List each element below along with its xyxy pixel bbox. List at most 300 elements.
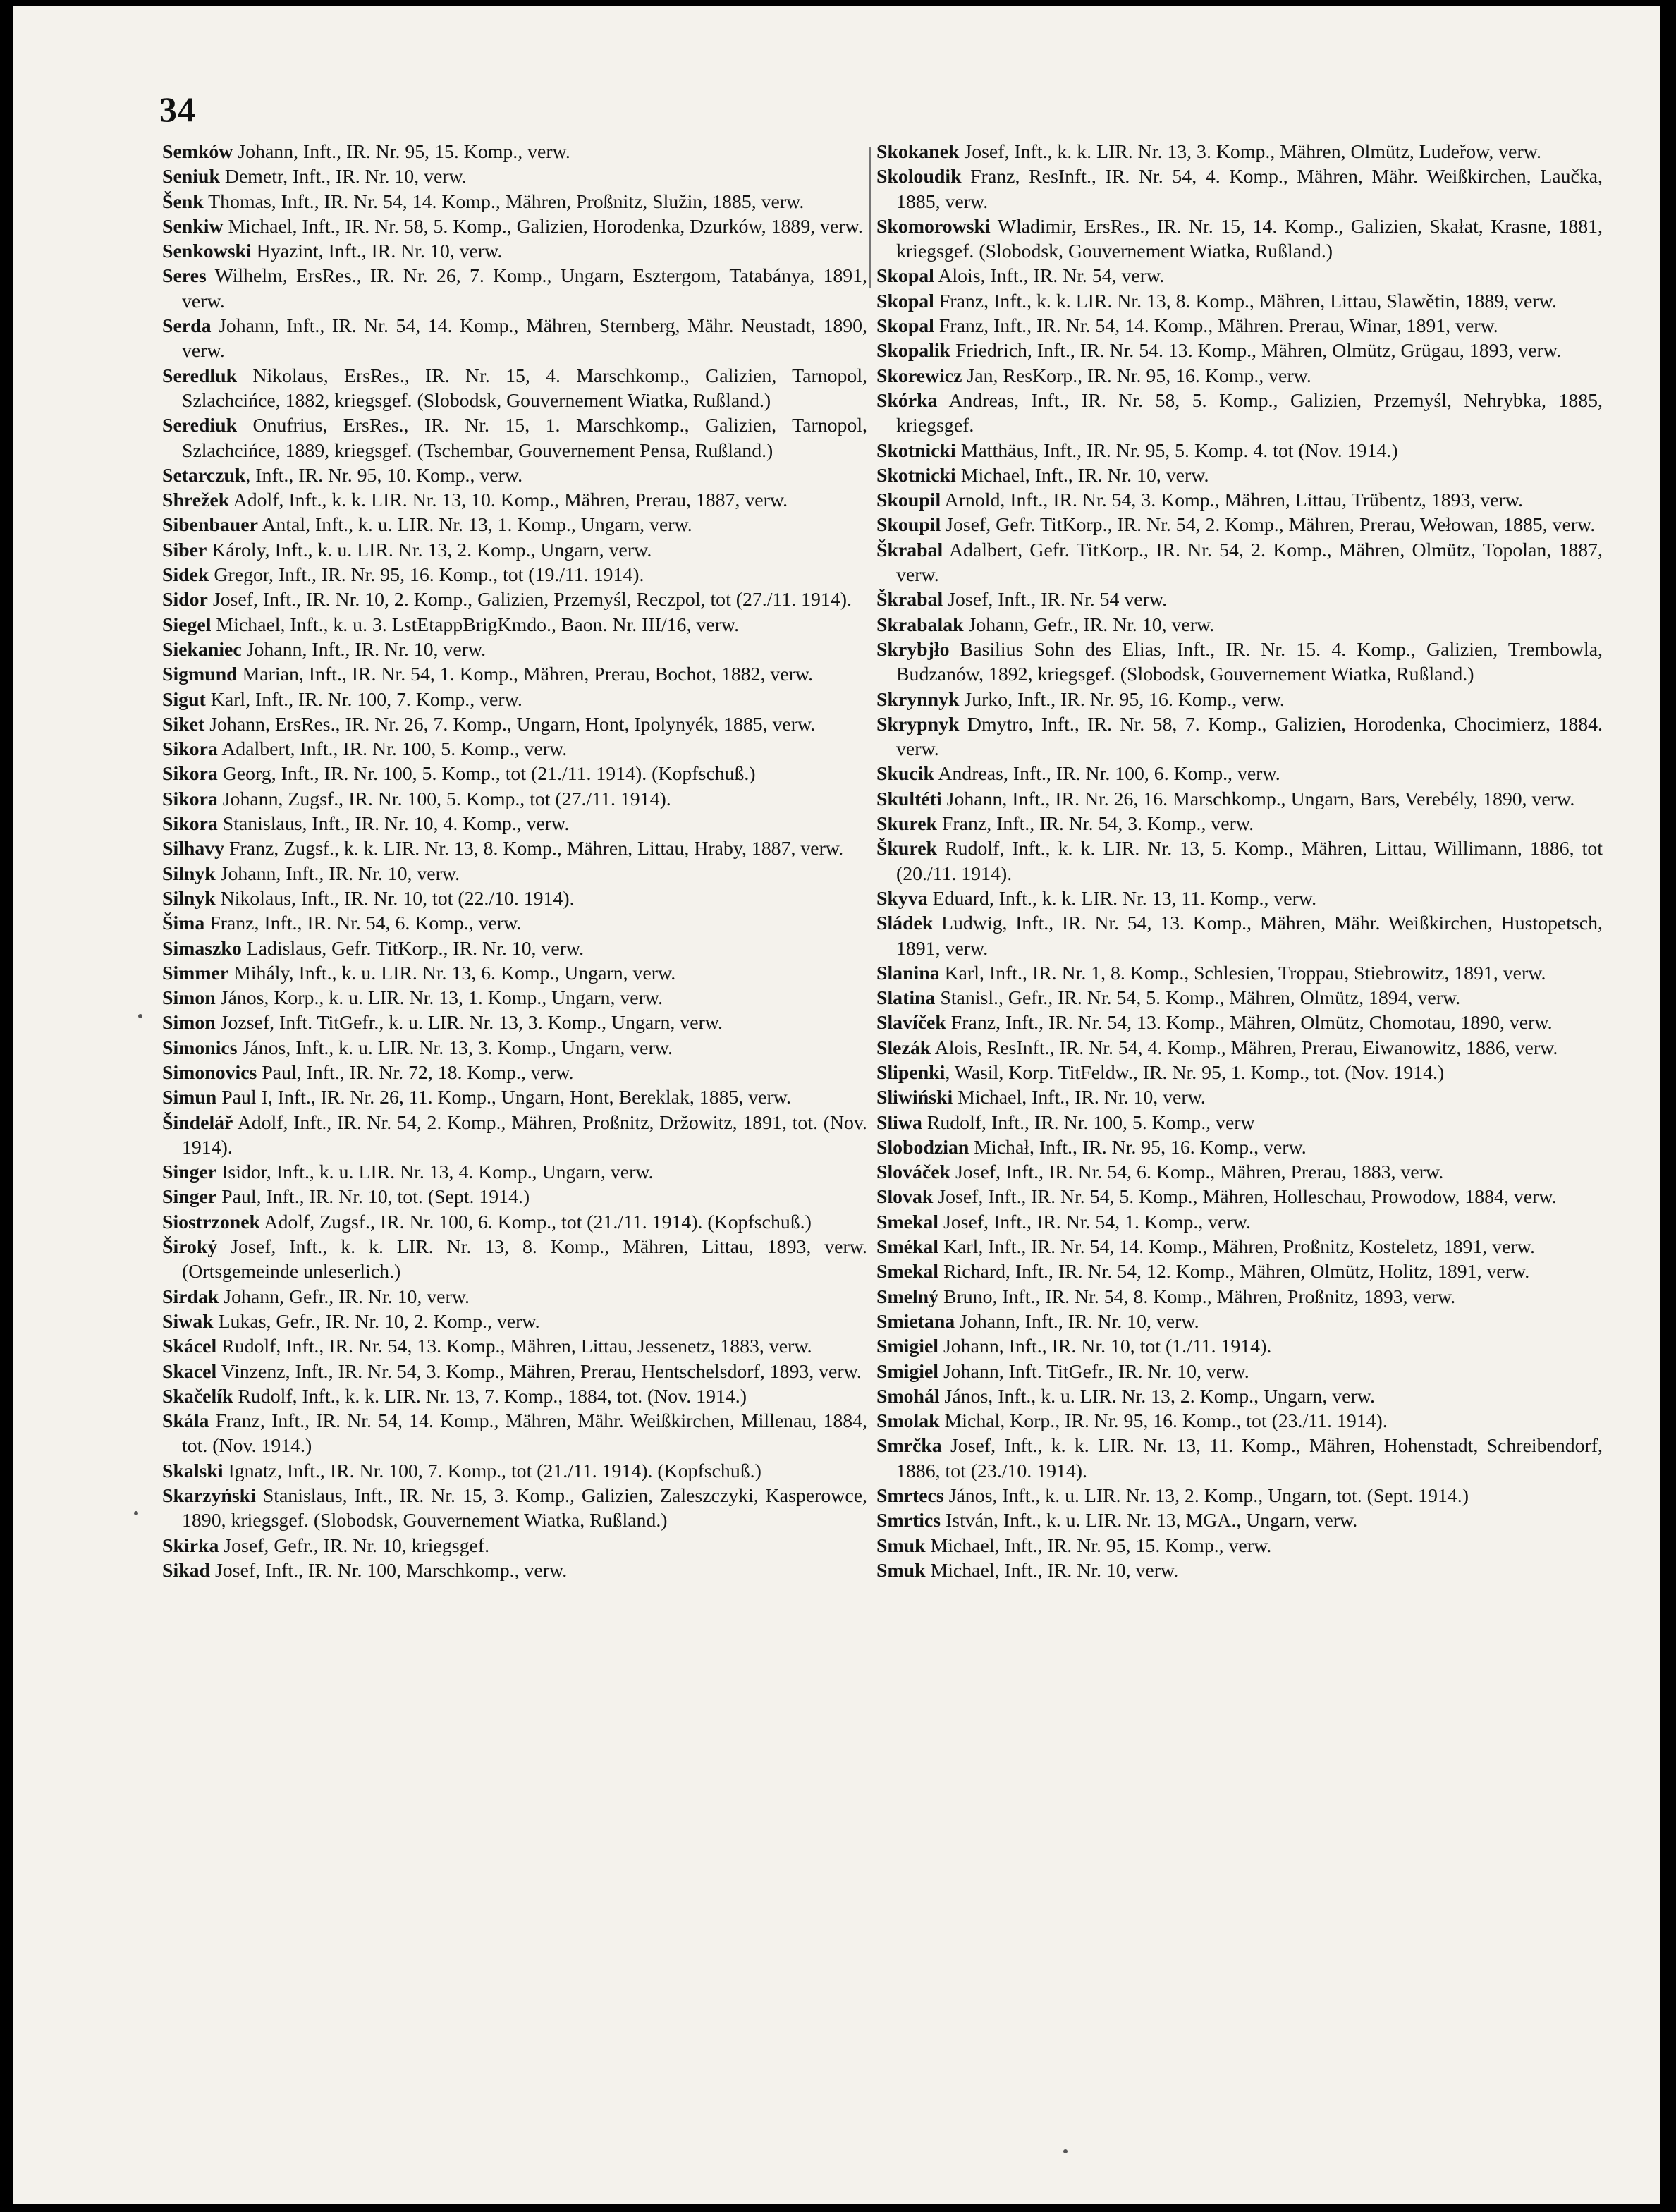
- entry-details: Josef, Inft., IR. Nr. 54 verw.: [943, 589, 1168, 611]
- entry-details: Andreas, Inft., IR. Nr. 100, 6. Komp., verw.: [934, 763, 1280, 786]
- entry-details: Wladimir, ErsRes., IR. Nr. 15, 14. Komp., Galizien, Skałat, Krasne, 1881, kriegsgef. (Slobodsk, Gouvernement Wiatka, Rußland.): [896, 215, 1603, 263]
- register-entry: [876, 712, 1603, 762]
- entry-surname: Silnyk: [162, 862, 216, 885]
- register-entry: [162, 214, 867, 239]
- register-entry: [162, 314, 867, 364]
- register-entry: [162, 488, 867, 513]
- register-entry: [876, 587, 1603, 612]
- register-entry: [876, 1434, 1603, 1484]
- page-number: 34: [159, 90, 196, 129]
- register-entry: [162, 787, 867, 812]
- register-entry: [162, 812, 867, 836]
- register-entry: [162, 1459, 867, 1484]
- entry-details: János, Korp., k. u. LIR. Nr. 13, 1. Komp., Ungarn, verw.: [215, 987, 663, 1010]
- entry-surname: Skopal: [876, 315, 934, 338]
- entry-surname: Skála: [162, 1410, 209, 1433]
- register-entry: [876, 1558, 1603, 1583]
- entry-surname: Sirdak: [162, 1285, 219, 1308]
- entry-details: Johann, Zugsf., IR. Nr. 100, 5. Komp., tot (27./11. 1914).: [217, 788, 671, 810]
- entry-details: Adalbert, Gefr. TitKorp., IR. Nr. 54, 2. Komp., Mähren, Olmütz, Topolan, 1887, verw.: [896, 539, 1603, 587]
- entry-details: Bruno, Inft., IR. Nr. 54, 8. Komp., Mähren, Proßnitz, 1893, verw.: [938, 1285, 1456, 1308]
- register-entry: [876, 1210, 1603, 1235]
- entry-surname: Siostrzonek: [162, 1211, 260, 1233]
- register-entry: [876, 264, 1603, 288]
- entry-surname: Silhavy: [162, 838, 225, 860]
- register-entry: [162, 1384, 867, 1409]
- entry-details: Johann, ErsRes., IR. Nr. 26, 7. Komp., Ungarn, Hont, Ipolynyék, 1885, verw.: [204, 713, 816, 735]
- entry-surname: Skrabalak: [876, 613, 964, 636]
- entry-surname: Smuk: [876, 1534, 926, 1557]
- entry-surname: Skoupil: [876, 514, 941, 537]
- entry-details: Johann, Inft., IR. Nr. 10, tot (1./11. 1914).: [938, 1336, 1272, 1358]
- register-entry: [876, 1160, 1603, 1185]
- register-entry: [162, 413, 867, 463]
- entry-details: Josef, Inft., IR. Nr. 10, 2. Komp., Galizien, Przemyśl, Reczpol, tot (27./11. 1914).: [207, 589, 852, 611]
- entry-surname: Senkowski: [162, 240, 252, 263]
- entry-surname: Smuk: [876, 1559, 926, 1582]
- entry-surname: Sliwiński: [876, 1087, 953, 1109]
- entry-surname: Smrtics: [876, 1510, 941, 1532]
- entry-surname: Široký: [162, 1236, 218, 1259]
- entry-surname: Sikad: [162, 1559, 210, 1582]
- register-entry: [162, 1185, 867, 1209]
- entry-details: Franz, Inft., k. k. LIR. Nr. 13, 8. Komp., Mähren, Littau, Slawětin, 1889, verw.: [934, 290, 1557, 312]
- entry-details: Lukas, Gefr., IR. Nr. 10, 2. Komp., verw.: [213, 1310, 540, 1333]
- register-entry: [876, 911, 1603, 961]
- entry-surname: Škrabal: [876, 539, 943, 561]
- entry-details: Karl, Inft., IR. Nr. 1, 8. Komp., Schlesien, Troppau, Stiebrowitz, 1891, verw.: [939, 962, 1546, 984]
- register-entry: [876, 1111, 1603, 1135]
- register-entry: [876, 637, 1603, 688]
- print-speck: [134, 1511, 138, 1515]
- register-entry: [162, 1484, 867, 1534]
- register-entry: [162, 886, 867, 911]
- register-entry: [876, 1061, 1603, 1085]
- entry-details: Paul, Inft., IR. Nr. 10, tot. (Sept. 1914.): [216, 1186, 530, 1209]
- entry-surname: Sikora: [162, 788, 218, 810]
- entry-surname: Simonics: [162, 1037, 238, 1059]
- register-entry: [162, 1010, 867, 1035]
- entry-details: Gregor, Inft., IR. Nr. 95, 16. Komp., tot (19./11. 1914).: [209, 564, 644, 587]
- register-entry: [162, 1061, 867, 1085]
- entry-surname: Simon: [162, 1012, 216, 1034]
- register-entry: [162, 1210, 867, 1235]
- entry-details: , Wasil, Korp. TitFeldw., IR. Nr. 95, 1. Komp., tot. (Nov. 1914.): [945, 1061, 1445, 1084]
- entry-details: Johann, Gefr., IR. Nr. 10, verw.: [219, 1285, 470, 1308]
- entry-surname: Skopal: [876, 265, 934, 288]
- entry-details: Rudolf, Inft., IR. Nr. 54, 13. Komp., Mähren, Littau, Jessenetz, 1883, verw.: [216, 1336, 812, 1358]
- register-entry: [162, 1309, 867, 1334]
- entry-surname: Skrynnyk: [876, 688, 960, 711]
- entry-details: Rudolf, Inft., k. k. LIR. Nr. 13, 7. Komp., 1884, tot. (Nov. 1914.): [233, 1385, 747, 1407]
- print-speck: [1063, 2149, 1068, 2153]
- entry-surname: Sládek: [876, 912, 934, 935]
- register-entry: [162, 587, 867, 612]
- entry-details: Alois, ResInft., IR. Nr. 54, 4. Komp., Mähren, Prerau, Eiwanowitz, 1886, verw.: [931, 1037, 1558, 1059]
- entry-details: Ignatz, Inft., IR. Nr. 100, 7. Komp., tot (21./11. 1914). (Kopfschuß.): [223, 1460, 761, 1482]
- entry-surname: Skopal: [876, 290, 934, 312]
- entry-details: Franz, Inft., IR. Nr. 54, 6. Komp., verw.: [204, 912, 522, 935]
- register-entry: [876, 986, 1603, 1010]
- entry-surname: Smrtecs: [876, 1485, 944, 1508]
- entry-surname: Simaszko: [162, 937, 242, 960]
- register-entry: [162, 637, 867, 662]
- entry-details: János, Inft., k. u. LIR. Nr. 13, 2. Komp., Ungarn, verw.: [939, 1385, 1375, 1407]
- entry-details: Stanislaus, Inft., IR. Nr. 10, 4. Komp., verw.: [217, 813, 570, 836]
- register-entry: [162, 563, 867, 587]
- entry-details: Franz, Inft., IR. Nr. 54, 14. Komp., Mähren, Mähr. Weißkirchen, Millenau, 1884, tot. (Nov. 1914.): [182, 1410, 867, 1458]
- entry-surname: Siekaniec: [162, 638, 242, 661]
- register-entry: [876, 463, 1603, 488]
- register-entry: [876, 1409, 1603, 1434]
- entry-details: Thomas, Inft., IR. Nr. 54, 14. Komp., Mähren, Proßnitz, Služin, 1885, verw.: [203, 190, 805, 213]
- register-entry: [162, 140, 867, 164]
- register-entry: [162, 613, 867, 637]
- entry-surname: Škurek: [876, 838, 938, 860]
- entry-surname: Smekal: [876, 1261, 939, 1283]
- entry-surname: Serda: [162, 315, 212, 338]
- register-entry: [876, 762, 1603, 786]
- entry-details: Dmytro, Inft., IR. Nr. 58, 7. Komp., Galizien, Horodenka, Chocimierz, 1884. verw.: [896, 713, 1603, 761]
- entry-surname: Skopalik: [876, 340, 951, 362]
- entry-surname: Siwak: [162, 1310, 214, 1333]
- entry-details: Eduard, Inft., k. k. LIR. Nr. 13, 11. Komp., verw.: [927, 887, 1317, 910]
- register-entry: [876, 886, 1603, 911]
- entry-surname: Seredluk: [162, 365, 238, 387]
- entry-surname: Simonovics: [162, 1061, 257, 1084]
- register-entry: [162, 1160, 867, 1185]
- entry-details: Michal, Korp., IR. Nr. 95, 16. Komp., tot (23./11. 1914).: [939, 1410, 1388, 1433]
- register-entry: [162, 538, 867, 563]
- entry-details: Jurko, Inft., IR. Nr. 95, 16. Komp., verw.: [959, 688, 1285, 711]
- entry-details: Josef, Inft., IR. Nr. 54, 6. Komp., Mähren, Prerau, 1883, verw.: [950, 1161, 1444, 1184]
- entry-surname: Šima: [162, 912, 205, 935]
- entry-details: Franz, ResInft., IR. Nr. 54, 4. Komp., Mähren, Mähr. Weißkirchen, Laučka, 1885, verw.: [896, 166, 1603, 213]
- entry-details: Johann, Inft., IR. Nr. 54, 14. Komp., Mähren, Sternberg, Mähr. Neustadt, 1890, verw.: [182, 315, 867, 362]
- register-entry: [162, 1235, 867, 1285]
- register-entry: [876, 338, 1603, 363]
- entry-details: Franz, Zugsf., k. k. LIR. Nr. 13, 8. Komp., Mähren, Littau, Hraby, 1887, verw.: [224, 838, 844, 860]
- entry-details: Károly, Inft., k. u. LIR. Nr. 13, 2. Komp., Ungarn, verw.: [207, 539, 652, 561]
- left-column: [162, 140, 867, 1583]
- register-entry: [162, 1359, 867, 1384]
- entry-surname: Simmer: [162, 962, 229, 984]
- entry-details: Adolf, Inft., k. k. LIR. Nr. 13, 10. Komp., Mähren, Prerau, 1887, verw.: [229, 489, 788, 512]
- entry-surname: Slanina: [876, 962, 940, 984]
- entry-surname: Skyva: [876, 887, 928, 910]
- register-entry: [162, 762, 867, 786]
- entry-details: Jan, ResKorp., IR. Nr. 95, 16. Komp., verw.: [962, 365, 1311, 387]
- entry-surname: Skotnicki: [876, 464, 956, 487]
- entry-details: Johann, Inft. TitGefr., IR. Nr. 10, verw.: [938, 1360, 1249, 1383]
- entry-surname: Sibenbauer: [162, 514, 258, 537]
- entry-surname: Skucik: [876, 763, 934, 786]
- entry-details: Mihály, Inft., k. u. LIR. Nr. 13, 6. Komp., Ungarn, verw.: [228, 962, 676, 984]
- entry-details: Vinzenz, Inft., IR. Nr. 54, 3. Komp., Mähren, Prerau, Hentschelsdorf, 1893, verw.: [216, 1360, 862, 1383]
- register-entry: [162, 737, 867, 762]
- register-entry: [876, 364, 1603, 389]
- entry-details: Franz, Inft., IR. Nr. 54, 14. Komp., Mähren. Prerau, Winar, 1891, verw.: [934, 315, 1498, 338]
- entry-details: Johann, Inft., IR. Nr. 10, verw.: [955, 1310, 1199, 1333]
- register-entry: [876, 314, 1603, 338]
- entry-details: Josef, Inft., IR. Nr. 54, 1. Komp., verw.: [938, 1211, 1251, 1233]
- register-entry: [876, 836, 1603, 886]
- entry-details: Ludwig, Inft., IR. Nr. 54, 13. Komp., Mähren, Mähr. Weißkirchen, Hustopetsch, 1891, verw.: [896, 912, 1603, 960]
- entry-surname: Siket: [162, 713, 205, 735]
- entry-details: Ladislaus, Gefr. TitKorp., IR. Nr. 10, verw.: [241, 937, 585, 960]
- entry-details: Michael, Inft., IR. Nr. 10, verw.: [953, 1087, 1206, 1109]
- register-entry: [876, 1085, 1603, 1110]
- entry-details: Josef, Gefr., IR. Nr. 10, kriegsgef.: [219, 1534, 490, 1557]
- register-entry: [876, 613, 1603, 637]
- entry-surname: Singer: [162, 1161, 217, 1184]
- entry-surname: Sidor: [162, 589, 208, 611]
- entry-details: János, Inft., k. u. LIR. Nr. 13, 3. Komp., Ungarn, verw.: [237, 1037, 673, 1059]
- entry-details: Josef, Gefr. TitKorp., IR. Nr. 54, 2. Komp., Mähren, Prerau, Wełowan, 1885, verw.: [941, 514, 1596, 537]
- entry-details: Wilhelm, ErsRes., IR. Nr. 26, 7. Komp., Ungarn, Esztergom, Tatabánya, 1891, verw.: [182, 265, 867, 312]
- entry-surname: Skrybjło: [876, 638, 950, 661]
- entry-surname: Slipenki: [876, 1061, 946, 1084]
- entry-surname: Skultéti: [876, 788, 942, 810]
- entry-details: Josef, Inft., IR. Nr. 100, Marschkomp., verw.: [210, 1559, 568, 1582]
- register-entry: [876, 1259, 1603, 1284]
- entry-surname: Slatina: [876, 987, 936, 1010]
- entry-surname: Slavíček: [876, 1012, 946, 1034]
- entry-details: Antal, Inft., k. u. LIR. Nr. 13, 1. Komp., Ungarn, verw.: [257, 514, 692, 537]
- register-entry: [876, 961, 1603, 986]
- register-entry: [162, 986, 867, 1010]
- entry-surname: Skirka: [162, 1534, 219, 1557]
- register-entry: [162, 1285, 867, 1309]
- entry-details: Alois, Inft., IR. Nr. 54, verw.: [934, 265, 1165, 288]
- entry-details: Nikolaus, ErsRes., IR. Nr. 15, 4. Marschkomp., Galizien, Tarnopol, Szlachcińce, 1882, kriegsgef. (Slobodsk, Gouvernement Wiatka, Rußland.): [182, 365, 867, 412]
- entry-details: Johann, Inft., IR. Nr. 95, 15. Komp., verw.: [233, 141, 570, 163]
- entry-surname: Skokanek: [876, 141, 960, 163]
- register-entry: [876, 812, 1603, 836]
- entry-surname: Seres: [162, 265, 207, 288]
- entry-surname: Škrabal: [876, 589, 943, 611]
- entry-details: Josef, Inft., k. k. LIR. Nr. 13, 11. Komp., Mähren, Hohenstadt, Schreibendorf, 1886, tot (23./10. 1914).: [896, 1435, 1603, 1482]
- entry-details: Stanislaus, Inft., IR. Nr. 15, 3. Komp., Galizien, Zaleszczyki, Kasperowce, 1890, kriegsgef. (Slobodsk, Gouvernement Wiatka, Rußland.): [182, 1485, 867, 1532]
- register-entry: [162, 712, 867, 737]
- entry-details: Johann, Inft., IR. Nr. 26, 16. Marschkomp., Ungarn, Bars, Verebély, 1890, verw.: [941, 788, 1575, 810]
- register-entry: [162, 911, 867, 936]
- register-entry: [162, 1409, 867, 1459]
- register-entry: [162, 1036, 867, 1061]
- entry-details: Michael, Inft., IR. Nr. 58, 5. Komp., Galizien, Horodenka, Dzurków, 1889, verw.: [223, 215, 863, 238]
- entry-surname: Shrežek: [162, 489, 230, 512]
- entry-surname: Smolak: [876, 1410, 940, 1433]
- register-entry: [162, 862, 867, 886]
- entry-details: István, Inft., k. u. LIR. Nr. 13, MGA., Ungarn, verw.: [941, 1510, 1358, 1532]
- entry-details: Michael, Inft., k. u. 3. LstEtappBrigKmdo., Baon. Nr. III/16, verw.: [211, 613, 740, 636]
- entry-surname: Skalski: [162, 1460, 224, 1482]
- entry-surname: Smohál: [876, 1385, 940, 1407]
- entry-surname: Šindelář: [162, 1111, 233, 1134]
- entry-details: Johann, Gefr., IR. Nr. 10, verw.: [963, 613, 1215, 636]
- register-entry: [162, 264, 867, 314]
- entry-surname: Serediuk: [162, 415, 238, 437]
- entry-details: Michał, Inft., IR. Nr. 95, 16. Komp., verw.: [969, 1136, 1307, 1159]
- register-entry: [876, 1484, 1603, 1508]
- entry-surname: Smelný: [876, 1285, 939, 1308]
- entry-surname: Silnyk: [162, 887, 216, 910]
- register-entry: [162, 190, 867, 214]
- entry-surname: Sikora: [162, 763, 218, 786]
- entry-surname: Smekal: [876, 1211, 939, 1233]
- entry-details: Michael, Inft., IR. Nr. 10, verw.: [925, 1559, 1179, 1582]
- entry-details: Andreas, Inft., IR. Nr. 58, 5. Komp., Galizien, Przemyśl, Nehrybka, 1885, kriegsgef.: [896, 389, 1603, 437]
- register-entry: [162, 1111, 867, 1161]
- entry-details: Friedrich, Inft., IR. Nr. 54. 13. Komp., Mähren, Olmütz, Grügau, 1893, verw.: [950, 340, 1562, 362]
- entry-details: Adalbert, Inft., IR. Nr. 100, 5. Komp., verw.: [217, 738, 568, 761]
- entry-surname: Skácel: [162, 1336, 217, 1358]
- entry-details: Adolf, Zugsf., IR. Nr. 100, 6. Komp., tot (21./11. 1914). (Kopfschuß.): [260, 1211, 812, 1233]
- entry-details: Josef, Inft., k. k. LIR. Nr. 13, 8. Komp., Mähren, Littau, 1893, verw. (Ortsgemeinde unleserlich.): [182, 1236, 867, 1283]
- entry-surname: Sigmund: [162, 664, 238, 686]
- entry-surname: Slobodzian: [876, 1136, 969, 1159]
- register-entry: [162, 1534, 867, 1558]
- register-entry: [162, 1085, 867, 1110]
- entry-surname: Skrypnyk: [876, 713, 960, 735]
- print-speck: [138, 1014, 142, 1018]
- register-entry: [876, 1309, 1603, 1334]
- register-entry: [876, 538, 1603, 588]
- entry-details: János, Inft., k. u. LIR. Nr. 13, 2. Komp., Ungarn, tot. (Sept. 1914.): [943, 1485, 1469, 1508]
- entry-surname: Skoupil: [876, 489, 941, 512]
- entry-surname: Sigut: [162, 688, 206, 711]
- entry-details: Rudolf, Inft., k. k. LIR. Nr. 13, 5. Komp., Mähren, Littau, Willimann, 1886, tot (20./11. 1914).: [896, 838, 1603, 885]
- entry-surname: Smrčka: [876, 1435, 942, 1458]
- entry-details: Rudolf, Inft., IR. Nr. 100, 5. Komp., verw: [922, 1111, 1255, 1134]
- entry-surname: Skomorowski: [876, 215, 991, 238]
- register-entry: [162, 688, 867, 712]
- entry-details: Jozsef, Inft. TitGefr., k. u. LIR. Nr. 13, 3. Komp., Ungarn, verw.: [215, 1012, 723, 1034]
- register-entry: [876, 214, 1603, 264]
- entry-surname: Slezák: [876, 1037, 931, 1059]
- entry-details: Paul, Inft., IR. Nr. 72, 18. Komp., verw.: [257, 1061, 574, 1084]
- entry-surname: Slováček: [876, 1161, 951, 1184]
- entry-details: Basilius Sohn des Elias, Inft., IR. Nr. 15. 4. Komp., Galizien, Trembowla, Budzanów, 1892, kriegsgef. (Slobodsk, Gouvernement Wiatka, Rußland.): [896, 638, 1603, 686]
- register-entry: [876, 289, 1603, 314]
- register-entry: [162, 1558, 867, 1583]
- entry-surname: Siber: [162, 539, 207, 561]
- register-entry: [162, 513, 867, 537]
- entry-details: Onufrius, ErsRes., IR. Nr. 15, 1. Marschkomp., Galizien, Tarnopol, Szlachcińce, 1889, kriegsgef. (Tschembar, Gouvernement Pensa, Rußland.): [182, 415, 867, 462]
- entry-surname: Sliwa: [876, 1111, 922, 1134]
- register-entry: [876, 1334, 1603, 1359]
- entry-surname: Šenk: [162, 190, 204, 213]
- register-entry: [876, 1036, 1603, 1061]
- entry-surname: Skórka: [876, 389, 938, 412]
- entry-details: Johann, Inft., IR. Nr. 10, verw.: [215, 862, 460, 885]
- entry-surname: Simun: [162, 1087, 217, 1109]
- entry-surname: Sikora: [162, 813, 218, 836]
- register-entry: [876, 140, 1603, 164]
- entry-surname: Seniuk: [162, 166, 220, 188]
- register-entry: [876, 1508, 1603, 1533]
- entry-details: Josef, Inft., k. k. LIR. Nr. 13, 3. Komp., Mähren, Olmütz, Ludeřow, verw.: [959, 141, 1541, 163]
- register-entry: [876, 389, 1603, 439]
- page: [13, 6, 1660, 2204]
- register-entry: [162, 662, 867, 687]
- register-entry: [162, 239, 867, 264]
- entry-details: Karl, Inft., IR. Nr. 100, 7. Komp., verw.: [205, 688, 522, 711]
- entry-surname: Simon: [162, 987, 216, 1010]
- register-entry: [876, 1534, 1603, 1558]
- register-entry: [876, 688, 1603, 712]
- entry-surname: Siegel: [162, 613, 212, 636]
- entry-details: Johann, Inft., IR. Nr. 10, verw.: [241, 638, 487, 661]
- register-entry: [876, 1235, 1603, 1259]
- entry-surname: Singer: [162, 1186, 217, 1209]
- entry-surname: Smigiel: [876, 1360, 939, 1383]
- entry-surname: Sidek: [162, 564, 209, 587]
- entry-details: Franz, Inft., IR. Nr. 54, 13. Komp., Mähren, Olmütz, Chomotau, 1890, verw.: [946, 1012, 1553, 1034]
- entry-details: Paul I, Inft., IR. Nr. 26, 11. Komp., Ungarn, Hont, Bereklak, 1885, verw.: [216, 1087, 791, 1109]
- entry-details: Richard, Inft., IR. Nr. 54, 12. Komp., Mähren, Olmütz, Holitz, 1891, verw.: [938, 1261, 1530, 1283]
- entry-details: Isidor, Inft., k. u. LIR. Nr. 13, 4. Komp., Ungarn, verw.: [216, 1161, 654, 1184]
- entry-surname: Smigiel: [876, 1336, 939, 1358]
- entry-surname: Skoloudik: [876, 166, 962, 188]
- register-entry: [876, 1384, 1603, 1409]
- entry-details: Adolf, Inft., IR. Nr. 54, 2. Komp., Mähren, Proßnitz, Držowitz, 1891, tot. (Nov. 1914).: [182, 1111, 867, 1159]
- entry-details: Nikolaus, Inft., IR. Nr. 10, tot (22./10. 1914).: [215, 887, 575, 910]
- register-entry: [162, 836, 867, 861]
- entry-surname: Smietana: [876, 1310, 955, 1333]
- register-entry: [876, 513, 1603, 537]
- right-column: [876, 140, 1603, 1583]
- entry-details: Franz, Inft., IR. Nr. 54, 3. Komp., verw.: [937, 813, 1254, 836]
- entry-surname: Skačelík: [162, 1385, 233, 1407]
- register-entry: [876, 1185, 1603, 1209]
- register-entry: [876, 164, 1603, 214]
- register-entry: [876, 488, 1603, 513]
- entry-details: Stanisl., Gefr., IR. Nr. 54, 5. Komp., Mähren, Olmütz, 1894, verw.: [935, 987, 1461, 1010]
- register-entry: [876, 787, 1603, 812]
- register-entry: [876, 1285, 1603, 1309]
- register-entry: [162, 463, 867, 488]
- entry-surname: Smékal: [876, 1236, 939, 1259]
- entry-details: Hyazint, Inft., IR. Nr. 10, verw.: [251, 240, 503, 263]
- entry-surname: Skarzyński: [162, 1485, 256, 1508]
- entry-surname: Slovak: [876, 1186, 934, 1209]
- entry-surname: Senkiw: [162, 215, 224, 238]
- register-entry: [162, 1334, 867, 1359]
- entry-details: Marian, Inft., IR. Nr. 54, 1. Komp., Mähren, Prerau, Bochot, 1882, verw.: [237, 664, 814, 686]
- column-rule: [869, 147, 871, 288]
- entry-details: , Inft., IR. Nr. 95, 10. Komp., verw.: [245, 464, 523, 487]
- register-entry: [876, 439, 1603, 463]
- register-entry: [162, 936, 867, 961]
- entry-surname: Skotnicki: [876, 439, 956, 462]
- register-entry: [876, 1135, 1603, 1160]
- entry-details: Michael, Inft., IR. Nr. 10, verw.: [955, 464, 1209, 487]
- register-entry: [162, 961, 867, 986]
- entry-details: Karl, Inft., IR. Nr. 54, 14. Komp., Mähren, Proßnitz, Kosteletz, 1891, verw.: [938, 1236, 1535, 1259]
- entry-details: Matthäus, Inft., IR. Nr. 95, 5. Komp. 4. tot (Nov. 1914.): [955, 439, 1398, 462]
- register-entry: [876, 1010, 1603, 1035]
- entry-surname: Skacel: [162, 1360, 217, 1383]
- entry-details: Arnold, Inft., IR. Nr. 54, 3. Komp., Mähren, Littau, Trübentz, 1893, verw.: [941, 489, 1524, 512]
- register-entry: [162, 164, 867, 189]
- register-entry: [876, 1359, 1603, 1384]
- entry-surname: Skorewicz: [876, 365, 962, 387]
- entry-details: Demetr, Inft., IR. Nr. 10, verw.: [219, 166, 467, 188]
- entry-surname: Sikora: [162, 738, 218, 761]
- entry-details: Josef, Inft., IR. Nr. 54, 5. Komp., Mähren, Holleschau, Prowodow, 1884, verw.: [933, 1186, 1557, 1209]
- entry-details: Georg, Inft., IR. Nr. 100, 5. Komp., tot (21./11. 1914). (Kopfschuß.): [217, 763, 756, 786]
